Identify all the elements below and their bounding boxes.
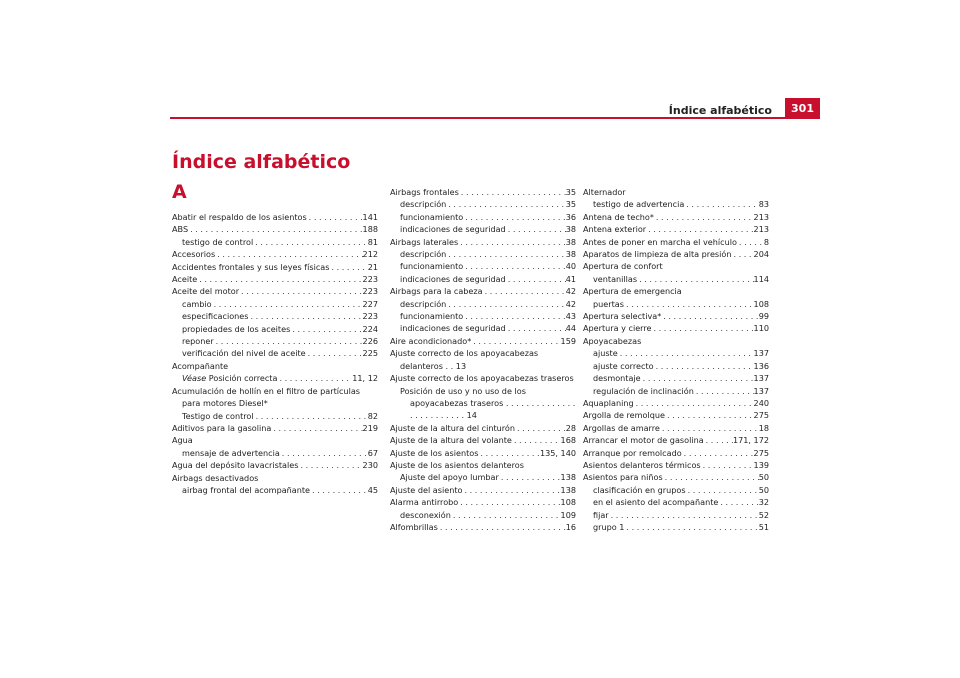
header-title: Índice alfabético <box>668 104 772 117</box>
index-subentry: grupo 1 . . . 51 <box>583 521 769 533</box>
index-subentry: en el asiento del acompañante . . . 32 <box>583 496 769 508</box>
index-entry: Airbags laterales . . . 38 <box>390 236 576 248</box>
index-entry: Aquaplaning . . . 240 <box>583 397 769 409</box>
index-subentry: desconexión . . . 109 <box>390 509 576 521</box>
index-entry: Alarma antirrobo . . . 108 <box>390 496 576 508</box>
index-subentry: clasificación en grupos . . . 50 <box>583 484 769 496</box>
index-subentry: Testigo de control . . . 82 <box>172 410 378 422</box>
index-entry: Ajuste del asiento . . . 138 <box>390 484 576 496</box>
index-subentry: testigo de control . . . 81 <box>172 236 378 248</box>
index-entry: Accidentes frontales y sus leyes físicas . . . 21 <box>172 261 378 273</box>
index-entry: Aditivos para la gasolina . . . 219 <box>172 422 378 434</box>
index-subentry: especificaciones . . . 223 <box>172 310 378 322</box>
index-subentry: verificación del nivel de aceite . . . 225 <box>172 347 378 359</box>
index-subentry: cambio . . . 227 <box>172 298 378 310</box>
index-subentry: airbag frontal del acompañante . . . 45 <box>172 484 378 496</box>
index-subentry: descripción . . . 35 <box>390 198 576 210</box>
index-subentry: descripción . . . 42 <box>390 298 576 310</box>
index-entry: Antena de techo* . . . 213 <box>583 211 769 223</box>
index-entry: Antena exterior . . . 213 <box>583 223 769 235</box>
index-entry: Airbags para la cabeza . . . 42 <box>390 285 576 297</box>
index-subentry: desmontaje . . . 137 <box>583 372 769 384</box>
index-subentry: ajuste . . . 137 <box>583 347 769 359</box>
index-entry: Airbags desactivados <box>172 472 259 483</box>
index-column-1 <box>172 211 378 496</box>
index-entry: Asientos delanteros térmicos . . . 139 <box>583 459 769 471</box>
index-entry: Arranque por remolcado . . . 275 <box>583 447 769 459</box>
index-entry: Agua del depósito lavacristales . . . 230 <box>172 459 378 471</box>
index-subentry: indicaciones de seguridad . . . 38 <box>390 223 576 235</box>
index-subentry: funcionamiento . . . 40 <box>390 260 576 272</box>
index-entry: Ajuste correcto de los apoyacabezas delanteros . . 13 <box>390 348 539 371</box>
index-entry: Antes de poner en marcha el vehículo . . . 8 <box>583 236 769 248</box>
index-entry: Apertura de confort <box>583 261 663 272</box>
section-letter: A <box>172 181 187 203</box>
index-entry: Ajuste de la altura del volante . . . 168 <box>390 434 576 446</box>
index-subentry: puertas . . . 108 <box>583 298 769 310</box>
index-entry: Acompañante <box>172 360 229 371</box>
index-entry: Asientos para niños . . . 50 <box>583 471 769 483</box>
index-subentry: mensaje de advertencia . . . 67 <box>172 447 378 459</box>
index-entry: Ajuste correcto de los apoyacabezas traseros <box>390 373 574 384</box>
index-subentry: fijar . . . 52 <box>583 509 769 521</box>
index-subentry: ajuste correcto . . . 136 <box>583 360 769 372</box>
index-entry: Apertura y cierre . . . 110 <box>583 322 769 334</box>
index-subentry: Ajuste del apoyo lumbar . . . 138 <box>390 471 576 483</box>
index-subentry: indicaciones de seguridad . . . 41 <box>390 273 576 285</box>
index-entry: Ajuste de la altura del cinturón . . . 28 <box>390 422 576 434</box>
page-title: Índice alfabético <box>172 151 351 173</box>
index-entry: Argollas de amarre . . . 18 <box>583 422 769 434</box>
index-subentry: funcionamiento . . . 36 <box>390 211 576 223</box>
index-entry: Alternador <box>583 187 626 197</box>
index-subentry: reponer . . . 226 <box>172 335 378 347</box>
index-subentry: funcionamiento . . . 43 <box>390 310 576 322</box>
index-subentry: indicaciones de seguridad . . . 44 <box>390 322 576 334</box>
index-column-3 <box>583 186 769 533</box>
index-subentry: Posición de uso y no uso de los apoyacabezas traseros . . . . . . . . . . . . . . . . . . . . . . . . . 14 <box>400 385 576 421</box>
index-entry: Argolla de remolque . . . 275 <box>583 409 769 421</box>
index-entry: Apertura de emergencia <box>583 286 682 297</box>
index-entry: Ajuste de los asientos . . . 135, 140 <box>390 447 576 459</box>
index-entry: Ajuste de los asientos delanteros <box>390 459 524 470</box>
index-subentry: testigo de advertencia . . . 83 <box>583 198 769 210</box>
index-entry: Apertura selectiva* . . . 99 <box>583 310 769 322</box>
index-entry: Airbags frontales . . . 35 <box>390 186 576 198</box>
index-entry: Aparatos de limpieza de alta presión . . . 204 <box>583 248 769 260</box>
index-entry: Acumulación de hollín en el filtro de partículas para motores Diesel* <box>172 385 360 409</box>
index-entry: Abatir el respaldo de los asientos . . . 141 <box>172 211 378 223</box>
index-entry: Accesorios . . . 212 <box>172 248 378 260</box>
index-entry: Alfombrillas . . . 16 <box>390 521 576 533</box>
index-entry: Agua <box>172 435 193 446</box>
index-entry: Apoyacabezas <box>583 335 642 346</box>
index-column-2 <box>390 186 576 533</box>
index-entry: Aceite del motor . . . 223 <box>172 285 378 297</box>
index-subentry: ventanillas . . . 114 <box>583 273 769 285</box>
index-entry: ABS . . . 188 <box>172 223 378 235</box>
header-rule <box>170 117 820 119</box>
index-entry: Aire acondicionado* . . . 159 <box>390 335 576 347</box>
index-entry: Arrancar el motor de gasolina . . . 171, 172 <box>583 434 769 446</box>
index-entry: Aceite . . . 223 <box>172 273 378 285</box>
index-subentry: propiedades de los aceites . . . 224 <box>172 323 378 335</box>
index-subentry: regulación de inclinación . . . 137 <box>583 385 769 397</box>
page-number: 301 <box>785 98 820 119</box>
index-crossref: Véase Posición correcta . . . 11, 12 <box>172 372 378 384</box>
index-subentry: descripción . . . 38 <box>390 248 576 260</box>
